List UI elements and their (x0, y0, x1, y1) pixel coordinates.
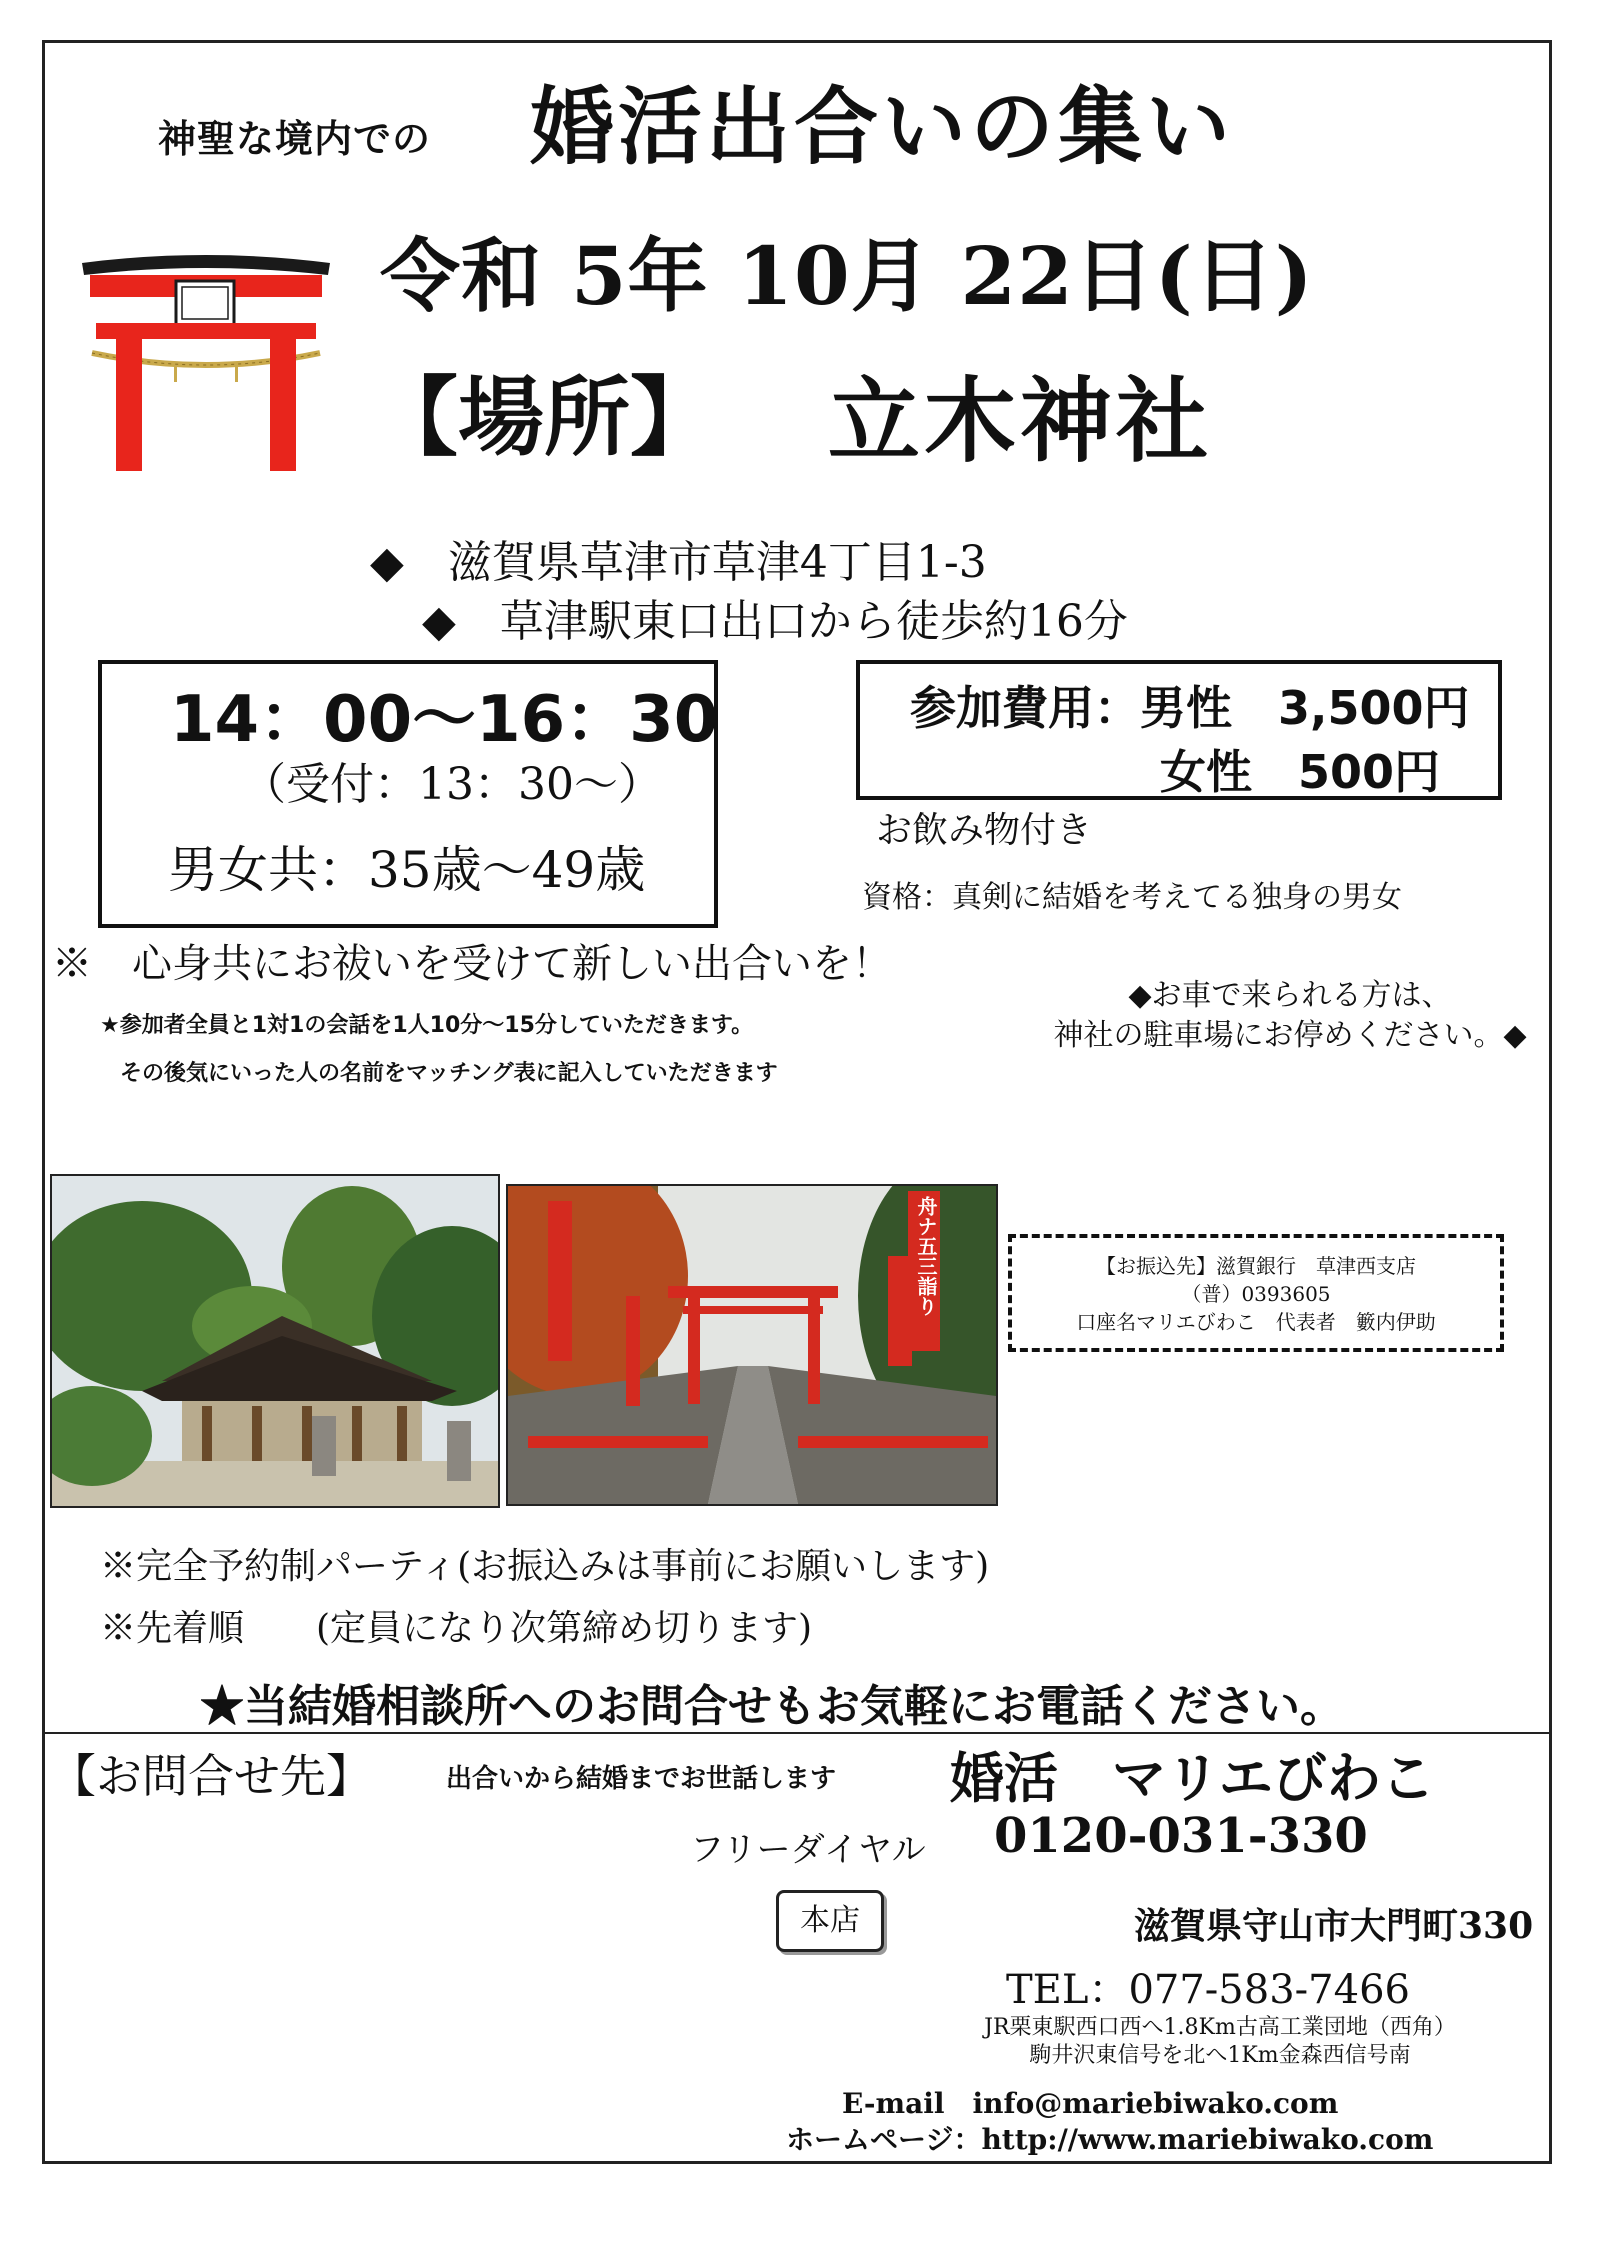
conversation-note: ★参加者全員と1対1の会話を1人10分～15分していただきます。 (100, 1013, 754, 1038)
banner-text: 舟ナ五三詣り (914, 1196, 938, 1316)
purification-headline: ※ 心身共にお祓いを受けて新しい出合いを！ (52, 941, 892, 987)
drinks-note: お飲み物付き (876, 810, 1093, 851)
reservation-note: ※完全予約制パーティ(お振込みは事前にお願いします) (100, 1546, 990, 1587)
fee-male: 参加費用：男性 3,500円 (910, 681, 1470, 735)
store-address: 滋賀県守山市大門町330 (1134, 1905, 1534, 1947)
reception-time: （受付：13：30～） (242, 759, 662, 810)
contact-email[interactable]: E-mail info@mariebiwako.com (842, 2087, 1339, 2120)
bank-line-1: 【お振込先】滋賀銀行 草津西支店 (1096, 1254, 1416, 1278)
event-title: 婚活出合いの集い (530, 78, 1235, 176)
contact-divider (42, 1732, 1552, 1734)
free-dial-number[interactable] (994, 1808, 1368, 1864)
address-line: ◆ 滋賀県草津市草津4丁目1-3 (370, 537, 987, 588)
bank-transfer-box (1008, 1234, 1504, 1352)
title-lead: 神聖な境内での (158, 117, 432, 161)
torii-path-photo (506, 1184, 998, 1506)
parking-note-line-2: 神社の駐車場にお停めください。◆ (1053, 1018, 1527, 1053)
inquiry-invite: ★当結婚相談所へのお問合せもお気軽にお電話ください。 (200, 1681, 1344, 1732)
shrine-hall-image (52, 1176, 498, 1506)
contact-label: 【お問合せ先】 (50, 1749, 372, 1803)
directions-line-2: 駒井沢東信号を北へ1Km金森西信号南 (1029, 2043, 1411, 2068)
free-dial-label: フリーダイヤル (690, 1830, 926, 1870)
shrine-hall-photo (50, 1174, 500, 1508)
contact-tagline: 出合いから結婚までお世話します (446, 1764, 837, 1794)
store-tel: TEL：077-583-7466 (1006, 1967, 1410, 2013)
branch-label: 本店 (800, 1903, 860, 1938)
torii-gate-illustration (78, 245, 334, 475)
access-line: ◆ 草津駅東口出口から徒歩約16分 (422, 596, 1128, 647)
parking-note (1030, 976, 1550, 1056)
free-dial-number-text: 0120-031-330 (994, 1808, 1368, 1864)
event-time: 14：00～16：30 (170, 683, 719, 757)
event-date: 令和 5年 10月 22日(日) (380, 229, 1314, 323)
place-label: 【場所】 (372, 368, 716, 468)
place-name: 立木神社 (828, 368, 1213, 475)
store-directions (940, 2014, 1500, 2070)
bank-line-2: （普）0393605 (1181, 1282, 1331, 1306)
fee-female: 女性 500円 (1160, 745, 1441, 799)
bank-line-3: 口座名マリエびわこ 代表者 籔内伊助 (1076, 1310, 1436, 1334)
directions-line-1: JR栗東駅西口西へ1.8Km古高工業団地（西角） (984, 2015, 1456, 2040)
branch-badge (776, 1890, 884, 1952)
torii-icon (78, 245, 334, 475)
contact-homepage[interactable]: ホームページ：http://www.mariebiwako.com (786, 2123, 1434, 2156)
parking-note-line-1: ◆お車で来られる方は、 (1128, 978, 1452, 1013)
first-come-note: ※先着順 (定員になり次第締め切ります) (100, 1608, 813, 1649)
age-range: 男女共：35歳～49歳 (168, 841, 646, 899)
company-name: 婚活 マリエびわこ (950, 1747, 1435, 1810)
matching-note: その後気にいった人の名前をマッチング表に記入していただきます (120, 1061, 778, 1086)
qualification-note: 資格：真剣に結婚を考えてる独身の男女 (862, 880, 1402, 915)
